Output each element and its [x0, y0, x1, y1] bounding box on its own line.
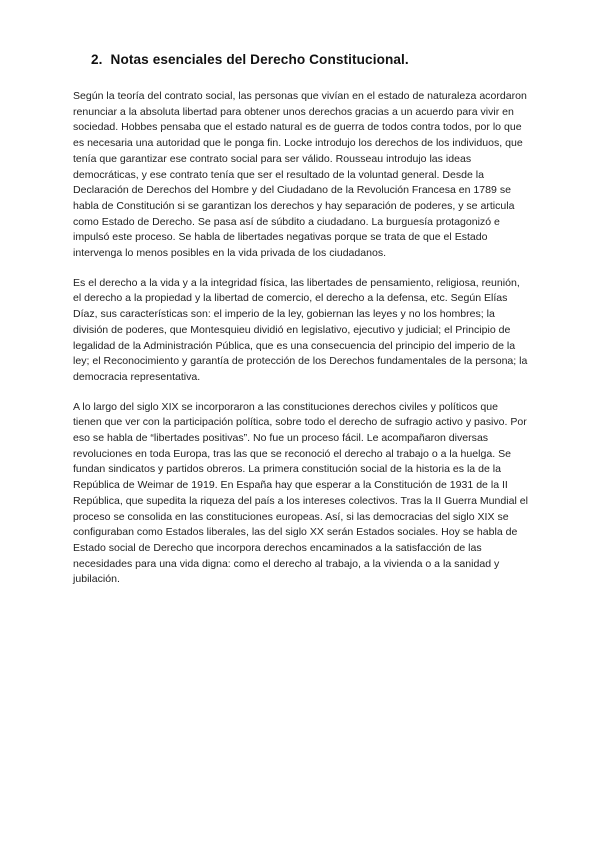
section-title: Notas esenciales del Derecho Constitucional. — [110, 52, 409, 67]
paragraph-siglo-xix: A lo largo del siglo XIX se incorporaron a las constituciones derechos civiles y políticos que tienen que ver con la participación política, sobre todo el derecho de sufragio activo y pasivo. Por eso se habla de “libertades positivas”. No fue un proceso fácil. Le acompañaron diversas revoluciones en toda Europa, tras las que se reconoció el derecho al trabajo o a la huelga. Se fundan sindicatos y partidos obreros. La primera constitución social de la historia es la de la República de Weimar de 1919. En España hay que esperar a la Constitución de 1931 de la II República, que supedita la riqueza del país a los intereses colectivos. Tras la II Guerra Mundial el proceso se consolida en las constituciones europeas. Así, si las democracias del siglo XIX se configuraban como Estados liberales, las del siglo XX serán Estados sociales. Hoy se habla de Estado social de Derecho que incorpora derechos encaminados a la satisfacción de las necesidades para una vida digna: como el derecho al trabajo, a la vivienda o a la sanidad y jubilación. — [73, 400, 528, 586]
paragraph-derechos-libertades: Es el derecho a la vida y a la integridad física, las libertades de pensamiento, religiosa, reunión, el derecho a la propiedad y la libertad de comercio, el derecho a la defensa, etc. Según Elías Díaz, sus características son: el imperio de la ley, gobiernan las leyes y no los hombres; la división de poderes, que Montesquieu dividió en legislativo, ejecutivo y judicial; el Principio de legalidad de la Administración Pública, que es una consecuencia del principio del imperio de la ley; el Reconocimiento y garantía de protección de los Derechos fundamentales de la persona; la democracia representativa. — [73, 276, 528, 383]
section-heading — [91, 52, 600, 67]
section-number: 2. — [91, 52, 103, 67]
paragraph-contrato-social: Según la teoría del contrato social, las personas que vivían en el estado de naturaleza acordaron renunciar a la absoluta libertad para obtener unos derechos gracias a un acuerdo para vivir en sociedad. Hobbes pensaba que el estado natural es de guerra de todos contra todos, por lo que es necesaria una autoridad que le ponga fin. Locke introdujo los derechos de los individuos, que tenía que garantizar ese contrato social para ser válido. Rousseau introdujo las ideas democráticas, y ese contrato tenía que ser el resultado de la voluntad general. Desde la Declaración de Derechos del Hombre y del Ciudadano de la Revolución Francesa en 1789 se habla de Constitución si se garantizan los derechos y hay separación de poderes, y se articula como Estado de Derecho. Se pasa así de súbdito a ciudadano. La burguesía protagonizó e impulsó este proceso. Se habla de libertades negativas porque se trata de que el Estado intervenga lo menos posibles en la vida privada de los ciudadanos. — [73, 90, 527, 260]
